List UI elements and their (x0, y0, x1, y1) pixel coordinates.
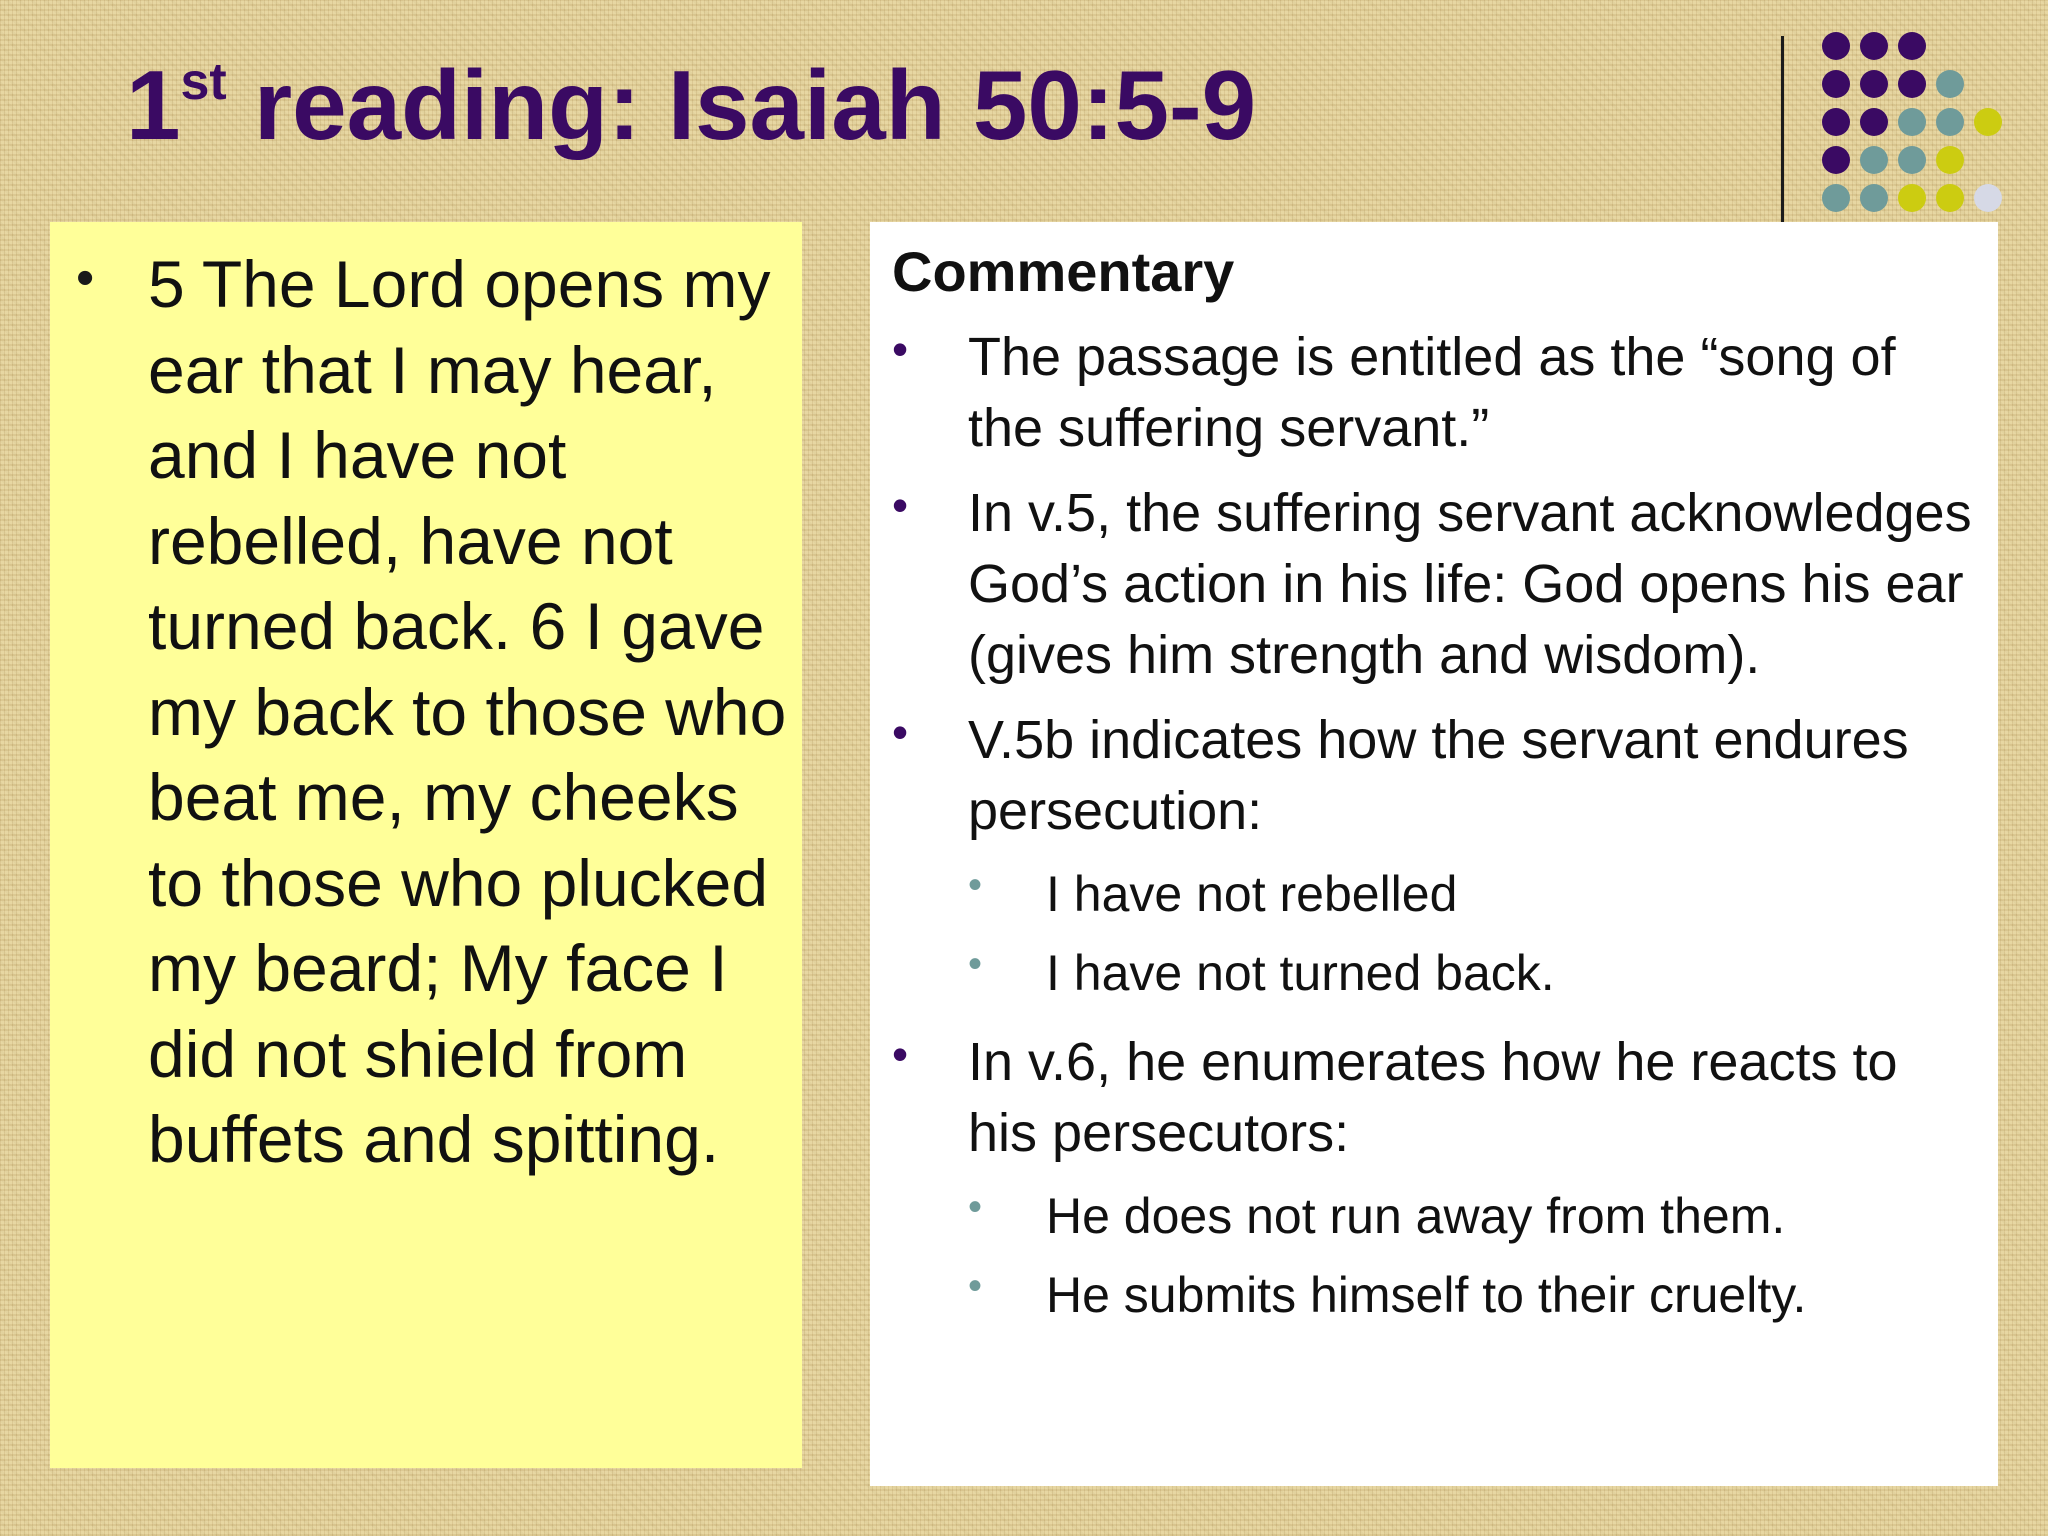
decorative-dot-grid (1822, 32, 2012, 222)
title-text: reading: Isaiah 50:5-9 (226, 50, 1257, 160)
decorative-dot (1822, 184, 1850, 212)
commentary-panel (870, 222, 1998, 1486)
commentary-item-text: In v.5, the suffering servant acknowledges God’s action in his life: God opens his ear (gives him strength and wisdom). (968, 483, 1972, 685)
decorative-dot (1860, 108, 1888, 136)
decorative-dot (1974, 108, 2002, 136)
title-divider-line (1781, 36, 1784, 222)
decorative-dot (1822, 32, 1850, 60)
commentary-item (870, 322, 1998, 464)
commentary-sublist (968, 855, 1974, 1013)
commentary-item (870, 705, 1998, 1013)
commentary-subitem (968, 855, 1974, 934)
sub-bullet-icon: • (968, 863, 983, 907)
title-ordinal-suffix: st (180, 53, 227, 112)
bullet-icon: • (892, 323, 909, 375)
commentary-subitem (968, 1256, 1974, 1335)
decorative-dot (1822, 108, 1850, 136)
sub-bullet-icon: • (968, 1185, 983, 1229)
commentary-subitem-text: I have not rebelled (1046, 866, 1458, 922)
bullet-icon: • (892, 706, 909, 758)
title-number: 1 (126, 50, 181, 160)
slide-title (126, 52, 1256, 160)
commentary-item (870, 1027, 1998, 1335)
decorative-dot (1898, 184, 1926, 212)
decorative-dot (1936, 108, 1964, 136)
decorative-dot (1936, 70, 1964, 98)
decorative-dot (1822, 70, 1850, 98)
decorative-dot (1974, 184, 2002, 212)
commentary-item-text: The passage is entitled as the “song of the suffering servant.” (968, 327, 1896, 458)
sub-bullet-icon: • (968, 1264, 983, 1308)
commentary-heading: Commentary (892, 240, 1235, 303)
decorative-dot (1936, 146, 1964, 174)
decorative-dot (1860, 184, 1888, 212)
decorative-dot (1898, 32, 1926, 60)
bullet-icon: • (892, 479, 909, 531)
commentary-sublist (968, 1177, 1974, 1335)
commentary-subitem-text: He submits himself to their cruelty. (1046, 1267, 1807, 1323)
commentary-subitem (968, 1177, 1974, 1256)
commentary-subitem-text: I have not turned back. (1046, 945, 1555, 1001)
decorative-dot (1860, 70, 1888, 98)
scripture-bullet: • (76, 249, 95, 307)
commentary-item (870, 478, 1998, 691)
scripture-panel (50, 222, 802, 1468)
commentary-subitem (968, 934, 1974, 1013)
decorative-dot (1898, 146, 1926, 174)
commentary-item-text: V.5b indicates how the servant endures persecution: (968, 710, 1909, 841)
decorative-dot (1898, 108, 1926, 136)
sub-bullet-icon: • (968, 942, 983, 986)
commentary-item-text: In v.6, he enumerates how he reacts to his persecutors: (968, 1032, 1898, 1163)
scripture-text: 5 The Lord opens my ear that I may hear, and I have not rebelled, have not turned back. 6 I gave my back to those who beat me, my cheeks to those who plucked my beard; My face I did not shield from buffets and spitting. (148, 247, 787, 1176)
commentary-subitem-text: He does not run away from them. (1046, 1188, 1786, 1244)
decorative-dot (1898, 70, 1926, 98)
commentary-list (870, 322, 1998, 1349)
decorative-dot (1936, 184, 1964, 212)
decorative-dot (1860, 146, 1888, 174)
decorative-dot (1860, 32, 1888, 60)
decorative-dot (1822, 146, 1850, 174)
bullet-icon: • (892, 1028, 909, 1080)
